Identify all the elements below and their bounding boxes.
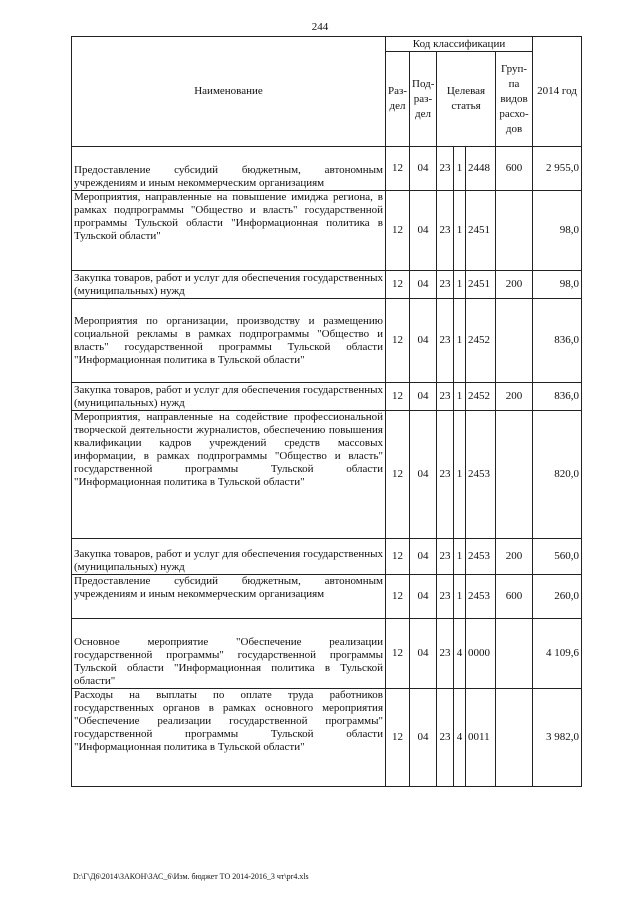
row-name: Мероприятия, направленные на повышение имиджа региона, в рамках подпрограммы "Общество и власть" государственной программы Тульской области "Информационная политика в Тульской области" xyxy=(72,191,386,271)
header-section: Раз- дел xyxy=(386,52,410,147)
row-name: Предоставление субсидий бюджетным, автономным учреждениям и иным некоммерческим организациям xyxy=(72,575,386,619)
table-row xyxy=(72,191,582,271)
row-section: 12 xyxy=(386,191,410,271)
row-target-2: 1 xyxy=(454,383,466,411)
row-target-3: 2451 xyxy=(466,191,496,271)
row-group xyxy=(496,411,533,539)
row-name: Предоставление субсидий бюджетным, автономным учреждениям и иным некоммерческим организациям xyxy=(72,147,386,191)
row-amount: 4 109,6 xyxy=(533,619,582,689)
row-amount: 98,0 xyxy=(533,191,582,271)
row-name: Закупка товаров, работ и услуг для обеспечения государственных (муниципальных) нужд xyxy=(72,271,386,299)
row-target-3: 2448 xyxy=(466,147,496,191)
row-name: Мероприятия, направленные на содействие профессиональной творческой деятельности журналистов, обеспечению повышения квалификации кадров учреждений средств массовых информации, в рамках подпрограммы "Общество и власть" государственной программы Тульской области "Информационная политика в Тульской области" xyxy=(72,411,386,539)
header-group: Груп- па видов расхо- дов xyxy=(496,52,533,147)
row-amount: 3 982,0 xyxy=(533,689,582,787)
row-subsection: 04 xyxy=(410,411,437,539)
row-group xyxy=(496,619,533,689)
row-name: Основное мероприятие "Обеспечение реализации государственной программы" государственной программы Тульской области "Информационная политика в Тульской области" xyxy=(72,619,386,689)
row-target-1: 23 xyxy=(437,271,454,299)
row-target-3: 2452 xyxy=(466,383,496,411)
page-number: 244 xyxy=(311,21,329,33)
row-subsection: 04 xyxy=(410,383,437,411)
row-amount: 836,0 xyxy=(533,383,582,411)
table-row xyxy=(72,147,582,191)
row-target-2: 1 xyxy=(454,539,466,575)
row-target-2: 1 xyxy=(454,147,466,191)
row-amount: 98,0 xyxy=(533,271,582,299)
row-section: 12 xyxy=(386,299,410,383)
row-section: 12 xyxy=(386,539,410,575)
row-amount: 260,0 xyxy=(533,575,582,619)
row-target-2: 1 xyxy=(454,299,466,383)
row-group xyxy=(496,689,533,787)
row-name: Мероприятия по организации, производству и размещению социальной рекламы в рамках подпрограммы "Общество и власть" государственной программы Тульской области "Информационная политика в Тульской области" xyxy=(72,299,386,383)
row-section: 12 xyxy=(386,383,410,411)
table-row xyxy=(72,689,582,787)
row-target-3: 2452 xyxy=(466,299,496,383)
table-row xyxy=(72,299,582,383)
row-group: 600 xyxy=(496,147,533,191)
row-target-1: 23 xyxy=(437,299,454,383)
budget-table xyxy=(71,36,582,787)
table-row xyxy=(72,619,582,689)
row-subsection: 04 xyxy=(410,619,437,689)
row-group: 200 xyxy=(496,271,533,299)
row-target-1: 23 xyxy=(437,575,454,619)
row-amount: 560,0 xyxy=(533,539,582,575)
row-target-1: 23 xyxy=(437,383,454,411)
row-group xyxy=(496,191,533,271)
row-subsection: 04 xyxy=(410,191,437,271)
row-target-3: 0011 xyxy=(466,689,496,787)
row-name: Закупка товаров, работ и услуг для обеспечения государственных (муниципальных) нужд xyxy=(72,539,386,575)
row-section: 12 xyxy=(386,689,410,787)
table-row xyxy=(72,271,582,299)
row-target-2: 1 xyxy=(454,271,466,299)
row-group xyxy=(496,299,533,383)
row-target-3: 2451 xyxy=(466,271,496,299)
row-group: 200 xyxy=(496,383,533,411)
row-name: Расходы на выплаты по оплате труда работников государственных органов в рамках основного мероприятия "Обеспечение реализации государственной программы" государственной программы Тульской области "Информационная политика в Тульской области" xyxy=(72,689,386,787)
row-target-1: 23 xyxy=(437,619,454,689)
row-name: Закупка товаров, работ и услуг для обеспечения государственных (муниципальных) нужд xyxy=(72,383,386,411)
row-amount: 820,0 xyxy=(533,411,582,539)
row-target-3: 2453 xyxy=(466,575,496,619)
header-name: Наименование xyxy=(72,37,386,147)
row-target-2: 4 xyxy=(454,689,466,787)
header-subsection: Под- раз- дел xyxy=(410,52,437,147)
row-target-2: 1 xyxy=(454,411,466,539)
header-year: 2014 год xyxy=(533,37,582,147)
row-target-3: 2453 xyxy=(466,539,496,575)
row-subsection: 04 xyxy=(410,299,437,383)
row-target-1: 23 xyxy=(437,539,454,575)
row-subsection: 04 xyxy=(410,689,437,787)
row-target-1: 23 xyxy=(437,191,454,271)
row-amount: 2 955,0 xyxy=(533,147,582,191)
row-target-2: 1 xyxy=(454,191,466,271)
row-amount: 836,0 xyxy=(533,299,582,383)
row-target-1: 23 xyxy=(437,411,454,539)
row-section: 12 xyxy=(386,575,410,619)
row-section: 12 xyxy=(386,147,410,191)
row-target-1: 23 xyxy=(437,689,454,787)
row-section: 12 xyxy=(386,411,410,539)
header-code: Код классификации xyxy=(386,37,533,52)
row-subsection: 04 xyxy=(410,147,437,191)
table-row xyxy=(72,411,582,539)
table-row xyxy=(72,383,582,411)
row-target-3: 0000 xyxy=(466,619,496,689)
row-target-1: 23 xyxy=(437,147,454,191)
row-section: 12 xyxy=(386,619,410,689)
row-subsection: 04 xyxy=(410,575,437,619)
row-group: 200 xyxy=(496,539,533,575)
table-row xyxy=(72,575,582,619)
table-row xyxy=(72,539,582,575)
footer-file-path: D:\Г\Д6\2014\ЗАКОН\ЗАС_6\Изм. бюджет ТО 2014-2016_3 чт\pr4.xls xyxy=(73,872,309,881)
header-target: Целевая статья xyxy=(437,52,496,147)
row-target-2: 1 xyxy=(454,575,466,619)
row-target-3: 2453 xyxy=(466,411,496,539)
row-section: 12 xyxy=(386,271,410,299)
row-target-2: 4 xyxy=(454,619,466,689)
row-subsection: 04 xyxy=(410,539,437,575)
row-subsection: 04 xyxy=(410,271,437,299)
row-group: 600 xyxy=(496,575,533,619)
